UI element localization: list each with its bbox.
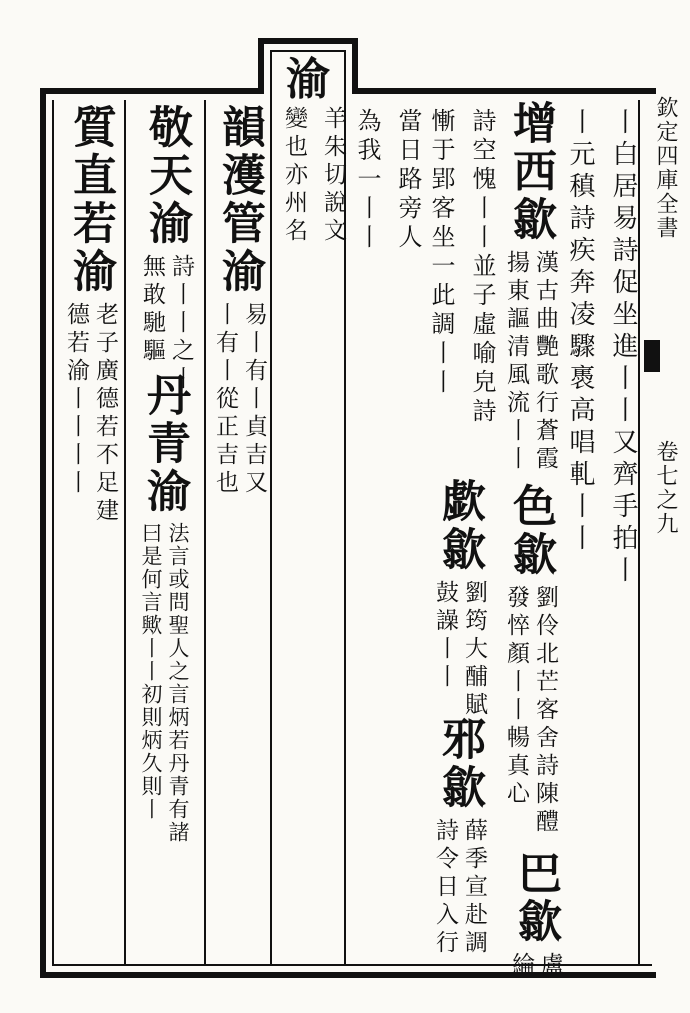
note-line: 詩令日入行 bbox=[432, 818, 458, 958]
column-7 bbox=[58, 104, 122, 531]
text-line: 當日路旁人 bbox=[394, 108, 422, 253]
frame-top-left bbox=[40, 88, 262, 94]
column-6-mid bbox=[128, 372, 200, 849]
note-line: 變也亦州名 bbox=[281, 106, 307, 246]
note-line: 盧 bbox=[537, 952, 563, 980]
frame-top-right bbox=[356, 88, 656, 94]
divider bbox=[124, 100, 126, 966]
entry-head: 色歙 bbox=[505, 483, 556, 579]
entry-note bbox=[433, 580, 485, 725]
entry-note bbox=[504, 250, 556, 479]
text-line: 詩空愧丨丨並子虛喻皃詩 bbox=[468, 108, 496, 427]
entry-head: 敬天渝 bbox=[141, 104, 192, 248]
frame-left bbox=[40, 88, 46, 978]
column-3 bbox=[424, 108, 500, 437]
entry-note bbox=[433, 818, 485, 963]
note-line: 劉筠大酺賦 bbox=[461, 580, 487, 720]
entry-head: 巴歙 bbox=[510, 850, 561, 946]
column-5 bbox=[208, 104, 270, 503]
note-line: 詩丨丨之丨 bbox=[168, 254, 194, 394]
entry-note bbox=[213, 302, 265, 503]
divider bbox=[204, 100, 206, 966]
column-2-tail bbox=[500, 850, 570, 985]
note-line: 曰是何言歟丨丨初則炳久則丨 bbox=[139, 522, 163, 821]
column-6 bbox=[130, 104, 202, 399]
note-line: 劉伶北芒客舍詩陳醴 bbox=[532, 585, 558, 837]
note-line: 薛季宣赴調 bbox=[461, 818, 487, 958]
note-line: 無敢馳驅 bbox=[139, 254, 165, 366]
note-line: 易丨有丨貞吉又 bbox=[241, 302, 267, 498]
tab-left bbox=[258, 38, 264, 94]
tab-right bbox=[352, 38, 358, 94]
entry-head: 丹青渝 bbox=[139, 372, 190, 516]
tab-top bbox=[258, 38, 358, 44]
note-line: 綸 bbox=[508, 952, 534, 980]
column-2 bbox=[496, 100, 564, 842]
column-3-tail bbox=[424, 716, 494, 963]
entry-head: 增西歙 bbox=[505, 100, 556, 244]
text-line: 慚于郢客坐一此調丨丨 bbox=[427, 108, 455, 398]
note-line: 漢古曲艷歌行蒼霞 bbox=[532, 250, 558, 474]
note-line: 羊朱切說文 bbox=[320, 106, 346, 246]
note-line: 鼓譟丨丨 bbox=[432, 580, 458, 692]
book-title-margin: 欽定四庫全書 bbox=[653, 96, 678, 240]
tab-inner-left bbox=[270, 50, 272, 100]
entry-note bbox=[140, 522, 188, 849]
note-line: 丨有丨從正吉也 bbox=[212, 302, 238, 498]
note-line: 德若渝丨丨丨丨 bbox=[63, 302, 89, 498]
column-4 bbox=[350, 108, 426, 263]
divider bbox=[270, 100, 272, 966]
entry-note bbox=[509, 952, 561, 985]
note-line: 老子廣德若不足建 bbox=[92, 302, 118, 526]
fish-tail-mark bbox=[644, 340, 660, 372]
text-line: 丨白居易詩促坐進丨丨又齊手拍丨 bbox=[608, 108, 638, 588]
frame-inner-left bbox=[52, 100, 54, 966]
tab-inner-top bbox=[270, 50, 346, 52]
note-line: 揚東謳清風流丨丨 bbox=[503, 250, 529, 474]
tab-head bbox=[280, 54, 336, 108]
entry-note bbox=[504, 585, 556, 842]
entry-head: 韻濩管渝 bbox=[214, 104, 265, 296]
tab-inner-right bbox=[344, 50, 346, 100]
text-line: 為我一丨丨 bbox=[353, 108, 381, 253]
entry-note bbox=[64, 302, 116, 531]
column-1 bbox=[562, 108, 642, 598]
tab-note bbox=[278, 106, 350, 251]
chapter-margin: 卷七之九 bbox=[653, 440, 678, 536]
entry-head: 歔歙 bbox=[434, 478, 485, 574]
entry-head: 邪歙 bbox=[434, 716, 485, 812]
entry-head: 質直若渝 bbox=[65, 104, 116, 296]
note-line: 法言或問聖人之言炳若丹青有諸 bbox=[166, 522, 190, 844]
text-line: 丨元稹詩疾奔凌驟褭高唱軋丨丨 bbox=[565, 108, 595, 556]
entry-head: 渝 bbox=[286, 54, 330, 105]
note-line: 發悴顏丨丨暢真心 bbox=[503, 585, 529, 809]
column-3-mid bbox=[424, 478, 494, 725]
